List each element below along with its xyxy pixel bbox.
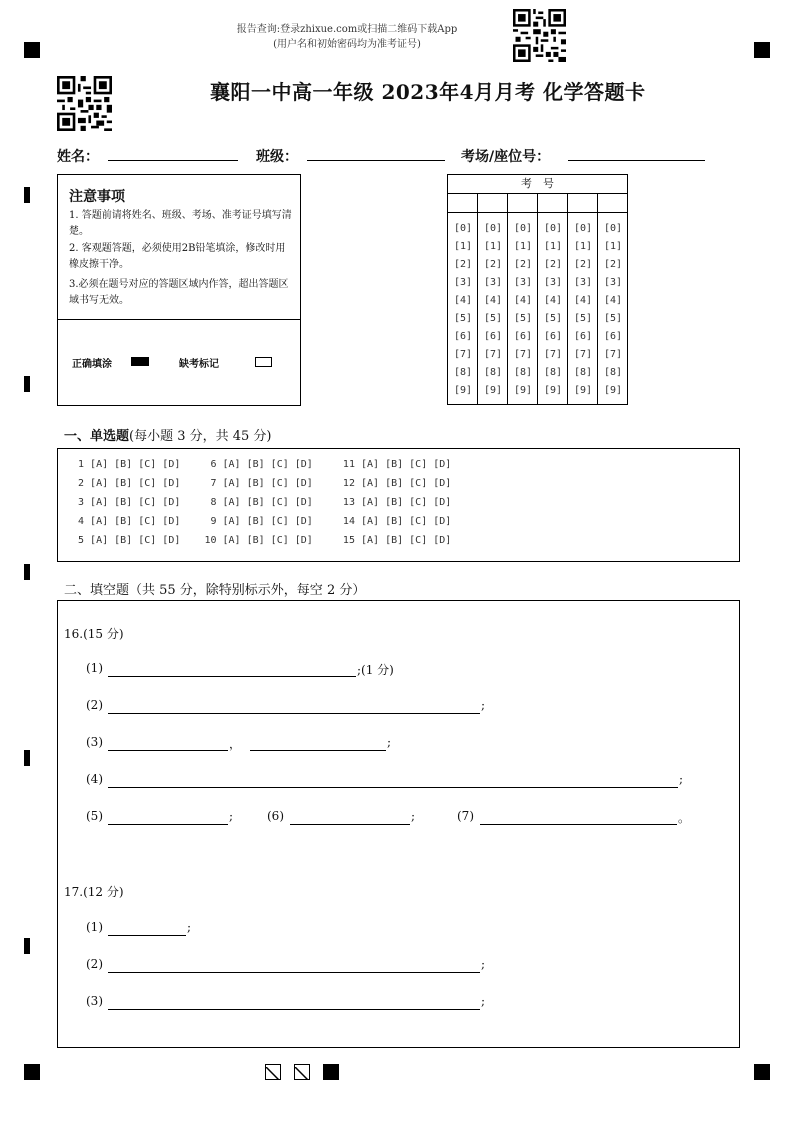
exam-digit-bubble[interactable]: [5] [603, 313, 623, 324]
notice-divider [58, 319, 300, 320]
q17-part1-label: (1) [86, 920, 103, 934]
q17-part1-answer-line[interactable] [108, 935, 186, 936]
room-seat-field[interactable] [568, 160, 705, 161]
q16-part7-label: (7) [457, 809, 474, 823]
exam-digit-bubble[interactable]: [3] [603, 277, 623, 288]
notice-box [57, 174, 301, 406]
q16-part5-answer-line[interactable] [108, 824, 228, 825]
exam-digit-bubble[interactable]: [9] [603, 385, 623, 396]
multiple-choice-box [57, 448, 740, 562]
exam-digit-bubble[interactable]: [3] [543, 277, 563, 288]
exam-digit-bubble[interactable]: [8] [483, 367, 503, 378]
q17-part3-end: ; [481, 994, 486, 1008]
mc-row-5[interactable]: 5 [A] [B] [C] [D] 10 [A] [B] [C] [D] 15 [A] [B] [C] [D] [72, 535, 452, 546]
timing-mark [24, 564, 30, 580]
exam-digit-bubble[interactable]: [2] [603, 259, 623, 270]
timing-mark [24, 938, 30, 954]
mc-row-4[interactable]: 4 [A] [B] [C] [D] 9 [A] [B] [C] [D] 14 [A] [B] [C] [D] [72, 516, 452, 527]
timing-mark [24, 187, 30, 203]
exam-digit-bubble[interactable]: [1] [513, 241, 533, 252]
exam-digit-bubble[interactable]: [6] [573, 331, 593, 342]
exam-digit-bubble[interactable]: [9] [543, 385, 563, 396]
mc-row-2[interactable]: 2 [A] [B] [C] [D] 7 [A] [B] [C] [D] 12 [A] [B] [C] [D] [72, 478, 452, 489]
exam-digit-bubble[interactable]: [2] [513, 259, 533, 270]
q16-part1-label: (1) [86, 661, 103, 675]
registration-mark-top-right [754, 42, 770, 58]
q16-title: 16.(15 分) [64, 627, 124, 641]
exam-digit-bubble[interactable]: [5] [543, 313, 563, 324]
q16-part2-label: (2) [86, 698, 103, 712]
exam-digit-bubble[interactable]: [3] [513, 277, 533, 288]
q16-part4-answer-line[interactable] [108, 787, 678, 788]
exam-digit-bubble[interactable]: [7] [453, 349, 473, 360]
exam-digit-bubble[interactable]: [1] [483, 241, 503, 252]
exam-digit-bubble[interactable]: [5] [513, 313, 533, 324]
notice-item-3: 3.必须在题号对应的答题区域内作答，超出答题区域书写无效。 [69, 279, 289, 306]
exam-digit-bubble[interactable]: [0] [453, 223, 473, 234]
report-query-line2: (用户名和初始密码均为准考证号) [273, 39, 421, 50]
exam-digit-bubble[interactable]: [2] [483, 259, 503, 270]
q16-part7-end: 。 [678, 811, 691, 825]
q17-part2-end: ; [481, 957, 486, 971]
q16-part2-end: ; [481, 698, 486, 712]
exam-digit-bubble[interactable]: [4] [543, 295, 563, 306]
page-title: 襄阳一中高一年级 2023年4月月考 化学答题卡 [210, 80, 646, 104]
q16-part4-label: (4) [86, 772, 103, 786]
section1-subtitle: (每小题 3 分，共 45 分) [129, 429, 272, 444]
exam-digit-bubble[interactable]: [2] [453, 259, 473, 270]
timing-mark [24, 750, 30, 766]
exam-digit-bubble[interactable]: [7] [513, 349, 533, 360]
q17-part2-answer-line[interactable] [108, 972, 480, 973]
exam-digit-bubble[interactable]: [5] [453, 313, 473, 324]
q17-part2-label: (2) [86, 957, 103, 971]
timing-mark [24, 376, 30, 392]
student-qr-code [57, 76, 112, 131]
q16-part6-end: ; [411, 809, 416, 823]
q16-part3-mid: ， [229, 737, 242, 751]
exam-digit-bubble[interactable]: [1] [573, 241, 593, 252]
registration-mark-bottom-left [24, 1064, 40, 1080]
exam-digit-bubble[interactable]: [9] [513, 385, 533, 396]
legend-correct-label: 正确填涂 [72, 359, 112, 370]
exam-number-grid [447, 174, 628, 405]
exam-digit-bubble[interactable]: [8] [543, 367, 563, 378]
q17-title: 17.(12 分) [64, 885, 124, 899]
exam-digit-bubble[interactable]: [3] [573, 277, 593, 288]
registration-mark-top-left [24, 42, 40, 58]
exam-digit-bubble[interactable]: [1] [453, 241, 473, 252]
exam-digit-bubble[interactable]: [7] [483, 349, 503, 360]
q16-part6-label: (6) [267, 809, 284, 823]
exam-digit-bubble[interactable]: [2] [543, 259, 563, 270]
exam-digit-bubble[interactable]: [4] [453, 295, 473, 306]
q16-part5-label: (5) [86, 809, 103, 823]
notice-title: 注意事项 [69, 189, 125, 205]
page-mark-crossed-2 [294, 1064, 310, 1080]
q17-part3-answer-line[interactable] [108, 1009, 480, 1010]
exam-digit-bubble[interactable]: [4] [603, 295, 623, 306]
q16-part3-label: (3) [86, 735, 103, 749]
q16-part3-answer-line-a[interactable] [108, 750, 228, 751]
exam-digit-bubble[interactable]: [9] [453, 385, 473, 396]
q16-part2-answer-line[interactable] [108, 713, 480, 714]
exam-digit-bubble[interactable]: [4] [573, 295, 593, 306]
mc-row-1[interactable]: 1 [A] [B] [C] [D] 6 [A] [B] [C] [D] 11 [A] [B] [C] [D] [72, 459, 452, 470]
q16-part6-answer-line[interactable] [290, 824, 410, 825]
q16-part7-answer-line[interactable] [480, 824, 677, 825]
exam-digit-bubble[interactable]: [2] [573, 259, 593, 270]
page-mark-crossed-1 [265, 1064, 281, 1080]
exam-digit-bubble[interactable]: [4] [483, 295, 503, 306]
exam-digit-bubble[interactable]: [8] [453, 367, 473, 378]
exam-digit-bubble[interactable]: [8] [513, 367, 533, 378]
q17-part1-end: ; [187, 920, 192, 934]
exam-digit-bubble[interactable]: [6] [483, 331, 503, 342]
exam-digit-bubble[interactable]: [1] [603, 241, 623, 252]
registration-mark-bottom-right [754, 1064, 770, 1080]
q16-part3-answer-line-b[interactable] [250, 750, 386, 751]
name-field[interactable] [108, 160, 238, 161]
exam-digit-bubble[interactable]: [8] [603, 367, 623, 378]
report-query-note [222, 22, 472, 52]
class-label: 班级： [256, 149, 298, 165]
notice-item-1: 1. 答题前请将姓名、班级、考场、准考证号填写清楚。 [69, 210, 292, 237]
exam-digit-bubble[interactable]: [0] [483, 223, 503, 234]
exam-digit-bubble[interactable]: [3] [453, 277, 473, 288]
filled-bubble-sample [131, 357, 149, 366]
room-seat-label: 考场/座位号： [461, 149, 551, 165]
exam-digit-bubble[interactable]: [7] [543, 349, 563, 360]
class-field[interactable] [307, 160, 445, 161]
report-query-line1: 报告查询:登录zhixue.com或扫描二维码下载App [236, 24, 458, 35]
q16-part1-end: ;(1 分) [357, 663, 394, 677]
exam-digit-bubble[interactable]: [6] [453, 331, 473, 342]
exam-digit-bubble[interactable]: [9] [483, 385, 503, 396]
exam-number-write-row [448, 194, 627, 213]
legend-absent-label: 缺考标记 [179, 359, 219, 370]
exam-digit-bubble[interactable]: [7] [603, 349, 623, 360]
section1-title: 一、单选题 [64, 429, 130, 444]
exam-digit-bubble[interactable]: [7] [573, 349, 593, 360]
exam-digit-bubble[interactable]: [0] [603, 223, 623, 234]
app-qr-code [513, 9, 566, 62]
exam-digit-bubble[interactable]: [9] [573, 385, 593, 396]
q16-part4-end: ; [679, 772, 684, 786]
exam-digit-bubble[interactable]: [1] [543, 241, 563, 252]
mc-row-3[interactable]: 3 [A] [B] [C] [D] 8 [A] [B] [C] [D] 13 [A] [B] [C] [D] [72, 497, 452, 508]
exam-digit-bubble[interactable]: [3] [483, 277, 503, 288]
exam-number-header: 考 号 [448, 175, 627, 194]
q16-part5-end: ; [229, 809, 234, 823]
exam-digit-bubble[interactable]: [5] [573, 313, 593, 324]
page-mark-filled [323, 1064, 339, 1080]
exam-digit-bubble[interactable]: [8] [573, 367, 593, 378]
exam-digit-bubble[interactable]: [6] [513, 331, 533, 342]
notice-item-2: 2. 客观题答题，必须使用2B铅笔填涂，修改时用橡皮擦干净。 [69, 243, 286, 270]
section1-heading [64, 425, 272, 444]
q17-part3-label: (3) [86, 994, 103, 1008]
exam-digit-bubble[interactable]: [4] [513, 295, 533, 306]
exam-digit-bubble[interactable]: [0] [513, 223, 533, 234]
exam-digit-bubble[interactable]: [6] [603, 331, 623, 342]
q16-part1-answer-line[interactable] [108, 676, 356, 677]
q16-part3-end: ; [387, 735, 392, 749]
exam-digit-bubble[interactable]: [6] [543, 331, 563, 342]
exam-digit-bubble[interactable]: [0] [543, 223, 563, 234]
exam-digit-bubble[interactable]: [5] [483, 313, 503, 324]
absent-mark-box[interactable] [255, 357, 272, 367]
section2-title: 二、填空题（共 55 分，除特别标示外，每空 2 分） [64, 583, 366, 598]
exam-digit-bubble[interactable]: [0] [573, 223, 593, 234]
name-label: 姓名： [57, 149, 99, 165]
